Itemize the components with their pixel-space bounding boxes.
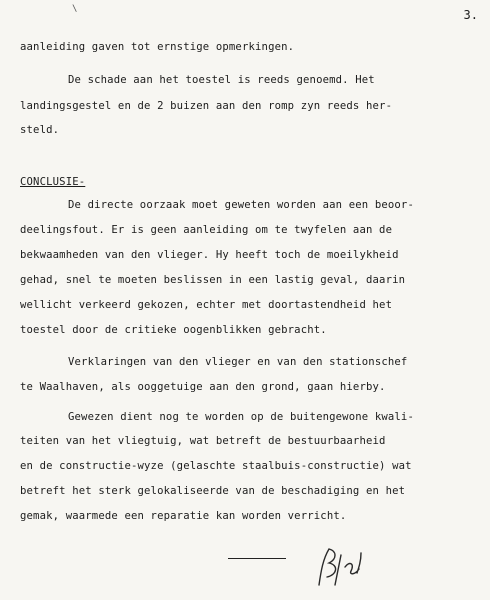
text-line: De directe oorzaak moet geweten worden aan een beoor-	[68, 199, 414, 211]
text-line: teiten van het vliegtuig, wat betreft de bestuurbaarheid	[20, 435, 386, 447]
text-line: bekwaamheden van den vlieger. Hy heeft toch de moeilykheid	[20, 249, 399, 261]
handwritten-signature	[315, 545, 375, 590]
text-line: gemak, waarmede een reparatie kan worden verricht.	[20, 510, 347, 522]
text-line: aanleiding gaven tot ernstige opmerkingen.	[20, 41, 295, 53]
text-line: wellicht verkeerd gekozen, echter met doortastendheid het	[20, 299, 393, 311]
text-line: toestel door de critieke oogenblikken gebracht.	[20, 324, 327, 336]
text-line: Verklaringen van den vlieger en van den stationschef	[68, 356, 408, 368]
text-line: betreft het sterk gelokaliseerde van de beschadiging en het	[20, 485, 406, 497]
text-line: steld.	[20, 124, 60, 136]
section-heading: CONCLUSIE-	[20, 176, 86, 188]
text-line: te Waalhaven, als ooggetuige aan den grond, gaan hierby.	[20, 381, 386, 393]
text-line: en de constructie-wyze (gelaschte staalbuis-constructie) wat	[20, 460, 412, 472]
paper-speck: \	[72, 4, 78, 14]
text-line: gehad, snel te moeten beslissen in een lastig geval, daarin	[20, 274, 406, 286]
signature-rule	[228, 558, 286, 559]
text-line: deelingsfout. Er is geen aanleiding om te twyfelen aan de	[20, 224, 393, 236]
text-line: Gewezen dient nog te worden op de buitengewone kwali-	[68, 411, 414, 423]
text-line: landingsgestel en de 2 buizen aan den romp zyn reeds her-	[20, 100, 393, 112]
page-number: 3.	[463, 8, 478, 22]
text-line: De schade aan het toestel is reeds genoemd. Het	[68, 74, 375, 86]
